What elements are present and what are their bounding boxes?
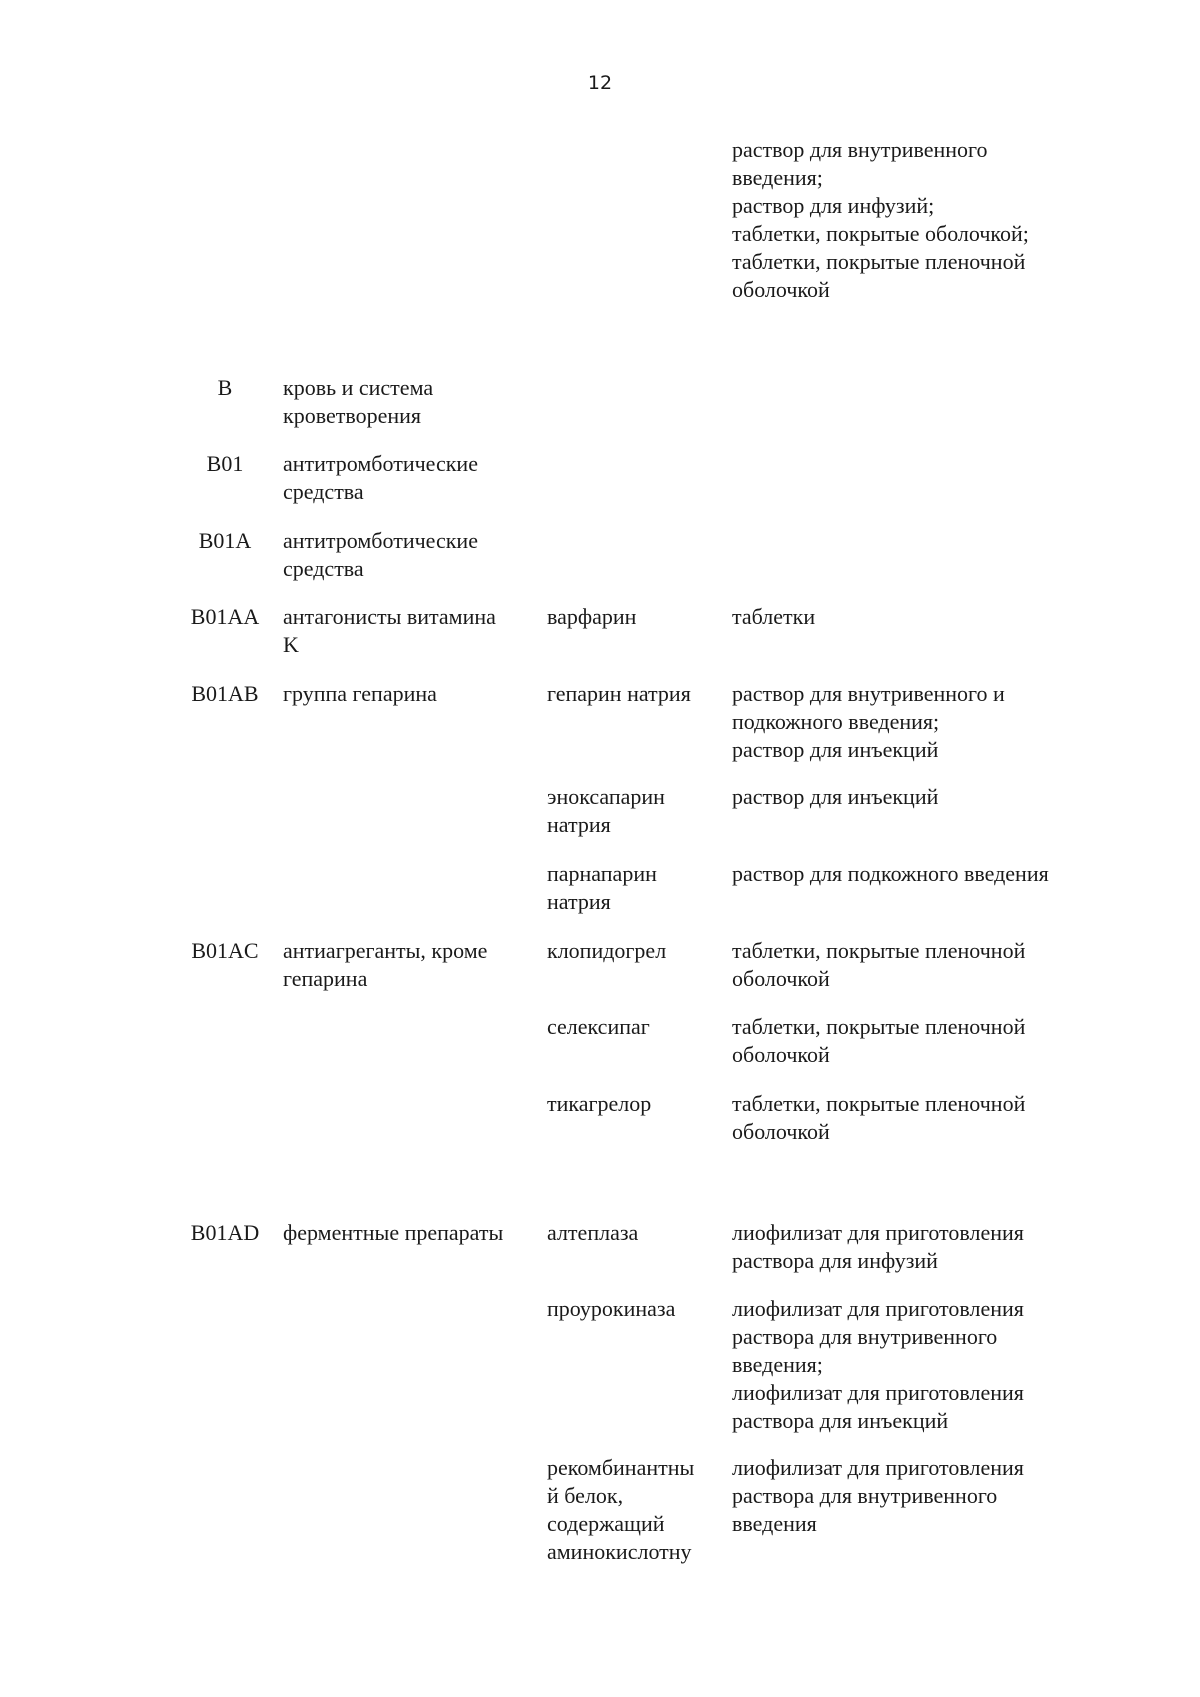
group-line: кровь и система — [283, 375, 434, 400]
dosage-form-line: введения — [732, 1511, 817, 1536]
dosage-form-line: раствор для инфузий; — [732, 193, 935, 218]
dosage-form-line: раствор для инъекций — [732, 737, 939, 762]
drug-name — [547, 783, 665, 839]
dosage-form-line: оболочкой — [732, 1042, 830, 1067]
dosage-forms — [732, 1090, 1025, 1146]
page-number: 12 — [587, 72, 613, 94]
dosage-form-line: раствора для внутривенного — [732, 1483, 998, 1508]
group-line: средства — [283, 479, 364, 504]
group-line: кроветворения — [283, 403, 421, 428]
atc-code: B01AC — [191, 938, 259, 963]
drug-line: эноксапарин — [547, 784, 665, 809]
atc-code: B01AA — [190, 604, 260, 629]
drug-name — [547, 1219, 638, 1247]
drug-line: й белок, — [547, 1483, 624, 1508]
dosage-form-line: введения; — [732, 165, 823, 190]
drug-line: селексипаг — [547, 1014, 650, 1039]
group-line: группа гепарина — [283, 681, 437, 706]
pharmacological-group — [283, 1219, 503, 1247]
drug-line: тикагрелор — [547, 1091, 652, 1116]
atc-code: B01 — [206, 451, 244, 476]
dosage-form-line: раствор для подкожного введения — [732, 861, 1049, 886]
drug-name — [547, 937, 666, 965]
continuation-dosage-forms — [732, 136, 1029, 304]
group-line: ферментные препараты — [283, 1220, 504, 1245]
drug-name — [547, 1454, 694, 1566]
dosage-form-line: введения; — [732, 1352, 823, 1377]
pharmacological-group — [283, 937, 487, 993]
pharmacological-group — [283, 527, 478, 583]
dosage-form-line: раствор для внутривенного — [732, 137, 988, 162]
drug-line: варфарин — [547, 604, 637, 629]
drug-line: проурокиназа — [547, 1296, 676, 1321]
group-line: антагонисты витамина — [283, 604, 496, 629]
group-line: K — [283, 632, 299, 657]
dosage-forms — [732, 783, 938, 811]
drug-line: натрия — [547, 889, 611, 914]
dosage-forms — [732, 860, 1049, 888]
dosage-forms — [732, 1219, 1024, 1275]
drug-line: гепарин натрия — [547, 681, 691, 706]
drug-name — [547, 1295, 675, 1323]
dosage-form-line: лиофилизат для приготовления — [732, 1296, 1024, 1321]
group-line: антиагреганты, кроме — [283, 938, 488, 963]
atc-code: B01A — [198, 528, 252, 553]
dosage-form-line: раствора для инфузий — [732, 1248, 938, 1273]
dosage-forms — [732, 1295, 1024, 1435]
dosage-form-line: подкожного введения; — [732, 709, 940, 734]
pharmacological-group — [283, 680, 437, 708]
drug-line: рекомбинантны — [547, 1455, 695, 1480]
dosage-forms — [732, 680, 1005, 764]
group-line: антитромботические — [283, 528, 478, 553]
drug-line: клопидогрел — [547, 938, 667, 963]
dosage-forms — [732, 603, 815, 631]
group-line: гепарина — [283, 966, 368, 991]
pharmacological-group — [283, 374, 433, 430]
atc-code: B — [217, 375, 233, 400]
dosage-form-line: таблетки, покрытые пленочной — [732, 249, 1026, 274]
drug-line: аминокислотну — [547, 1539, 692, 1564]
drug-line: алтеплаза — [547, 1220, 639, 1245]
dosage-form-line: раствор для внутривенного и — [732, 681, 1005, 706]
atc-code: B01AB — [191, 681, 259, 706]
drug-line: натрия — [547, 812, 611, 837]
dosage-forms — [732, 937, 1025, 993]
dosage-form-line: таблетки, покрытые пленочной — [732, 1091, 1026, 1116]
group-line: антитромботические — [283, 451, 478, 476]
group-line: средства — [283, 556, 364, 581]
dosage-form-line: лиофилизат для приготовления — [732, 1455, 1024, 1480]
dosage-form-line: таблетки, покрытые пленочной — [732, 1014, 1026, 1039]
dosage-form-line: таблетки — [732, 604, 816, 629]
pharmacological-group — [283, 450, 478, 506]
drug-name — [547, 603, 636, 631]
dosage-form-line: оболочкой — [732, 1119, 830, 1144]
dosage-form-line: раствора для инъекций — [732, 1408, 949, 1433]
dosage-forms — [732, 1454, 1024, 1538]
dosage-form-line: лиофилизат для приготовления — [732, 1380, 1024, 1405]
dosage-form-line: таблетки, покрытые пленочной — [732, 938, 1026, 963]
dosage-form-line: раствор для инъекций — [732, 784, 939, 809]
dosage-form-line: таблетки, покрытые оболочкой; — [732, 221, 1029, 246]
drug-name — [547, 860, 657, 916]
drug-line: содержащий — [547, 1511, 665, 1536]
drug-name — [547, 680, 691, 708]
dosage-forms — [732, 1013, 1025, 1069]
pharmacological-group — [283, 603, 496, 659]
drug-line: парнапарин — [547, 861, 657, 886]
drug-name — [547, 1013, 650, 1041]
drug-name — [547, 1090, 651, 1118]
dosage-form-line: оболочкой — [732, 966, 830, 991]
dosage-form-line: оболочкой — [732, 277, 830, 302]
atc-code: B01AD — [190, 1220, 260, 1245]
dosage-form-line: лиофилизат для приготовления — [732, 1220, 1024, 1245]
dosage-form-line: раствора для внутривенного — [732, 1324, 998, 1349]
